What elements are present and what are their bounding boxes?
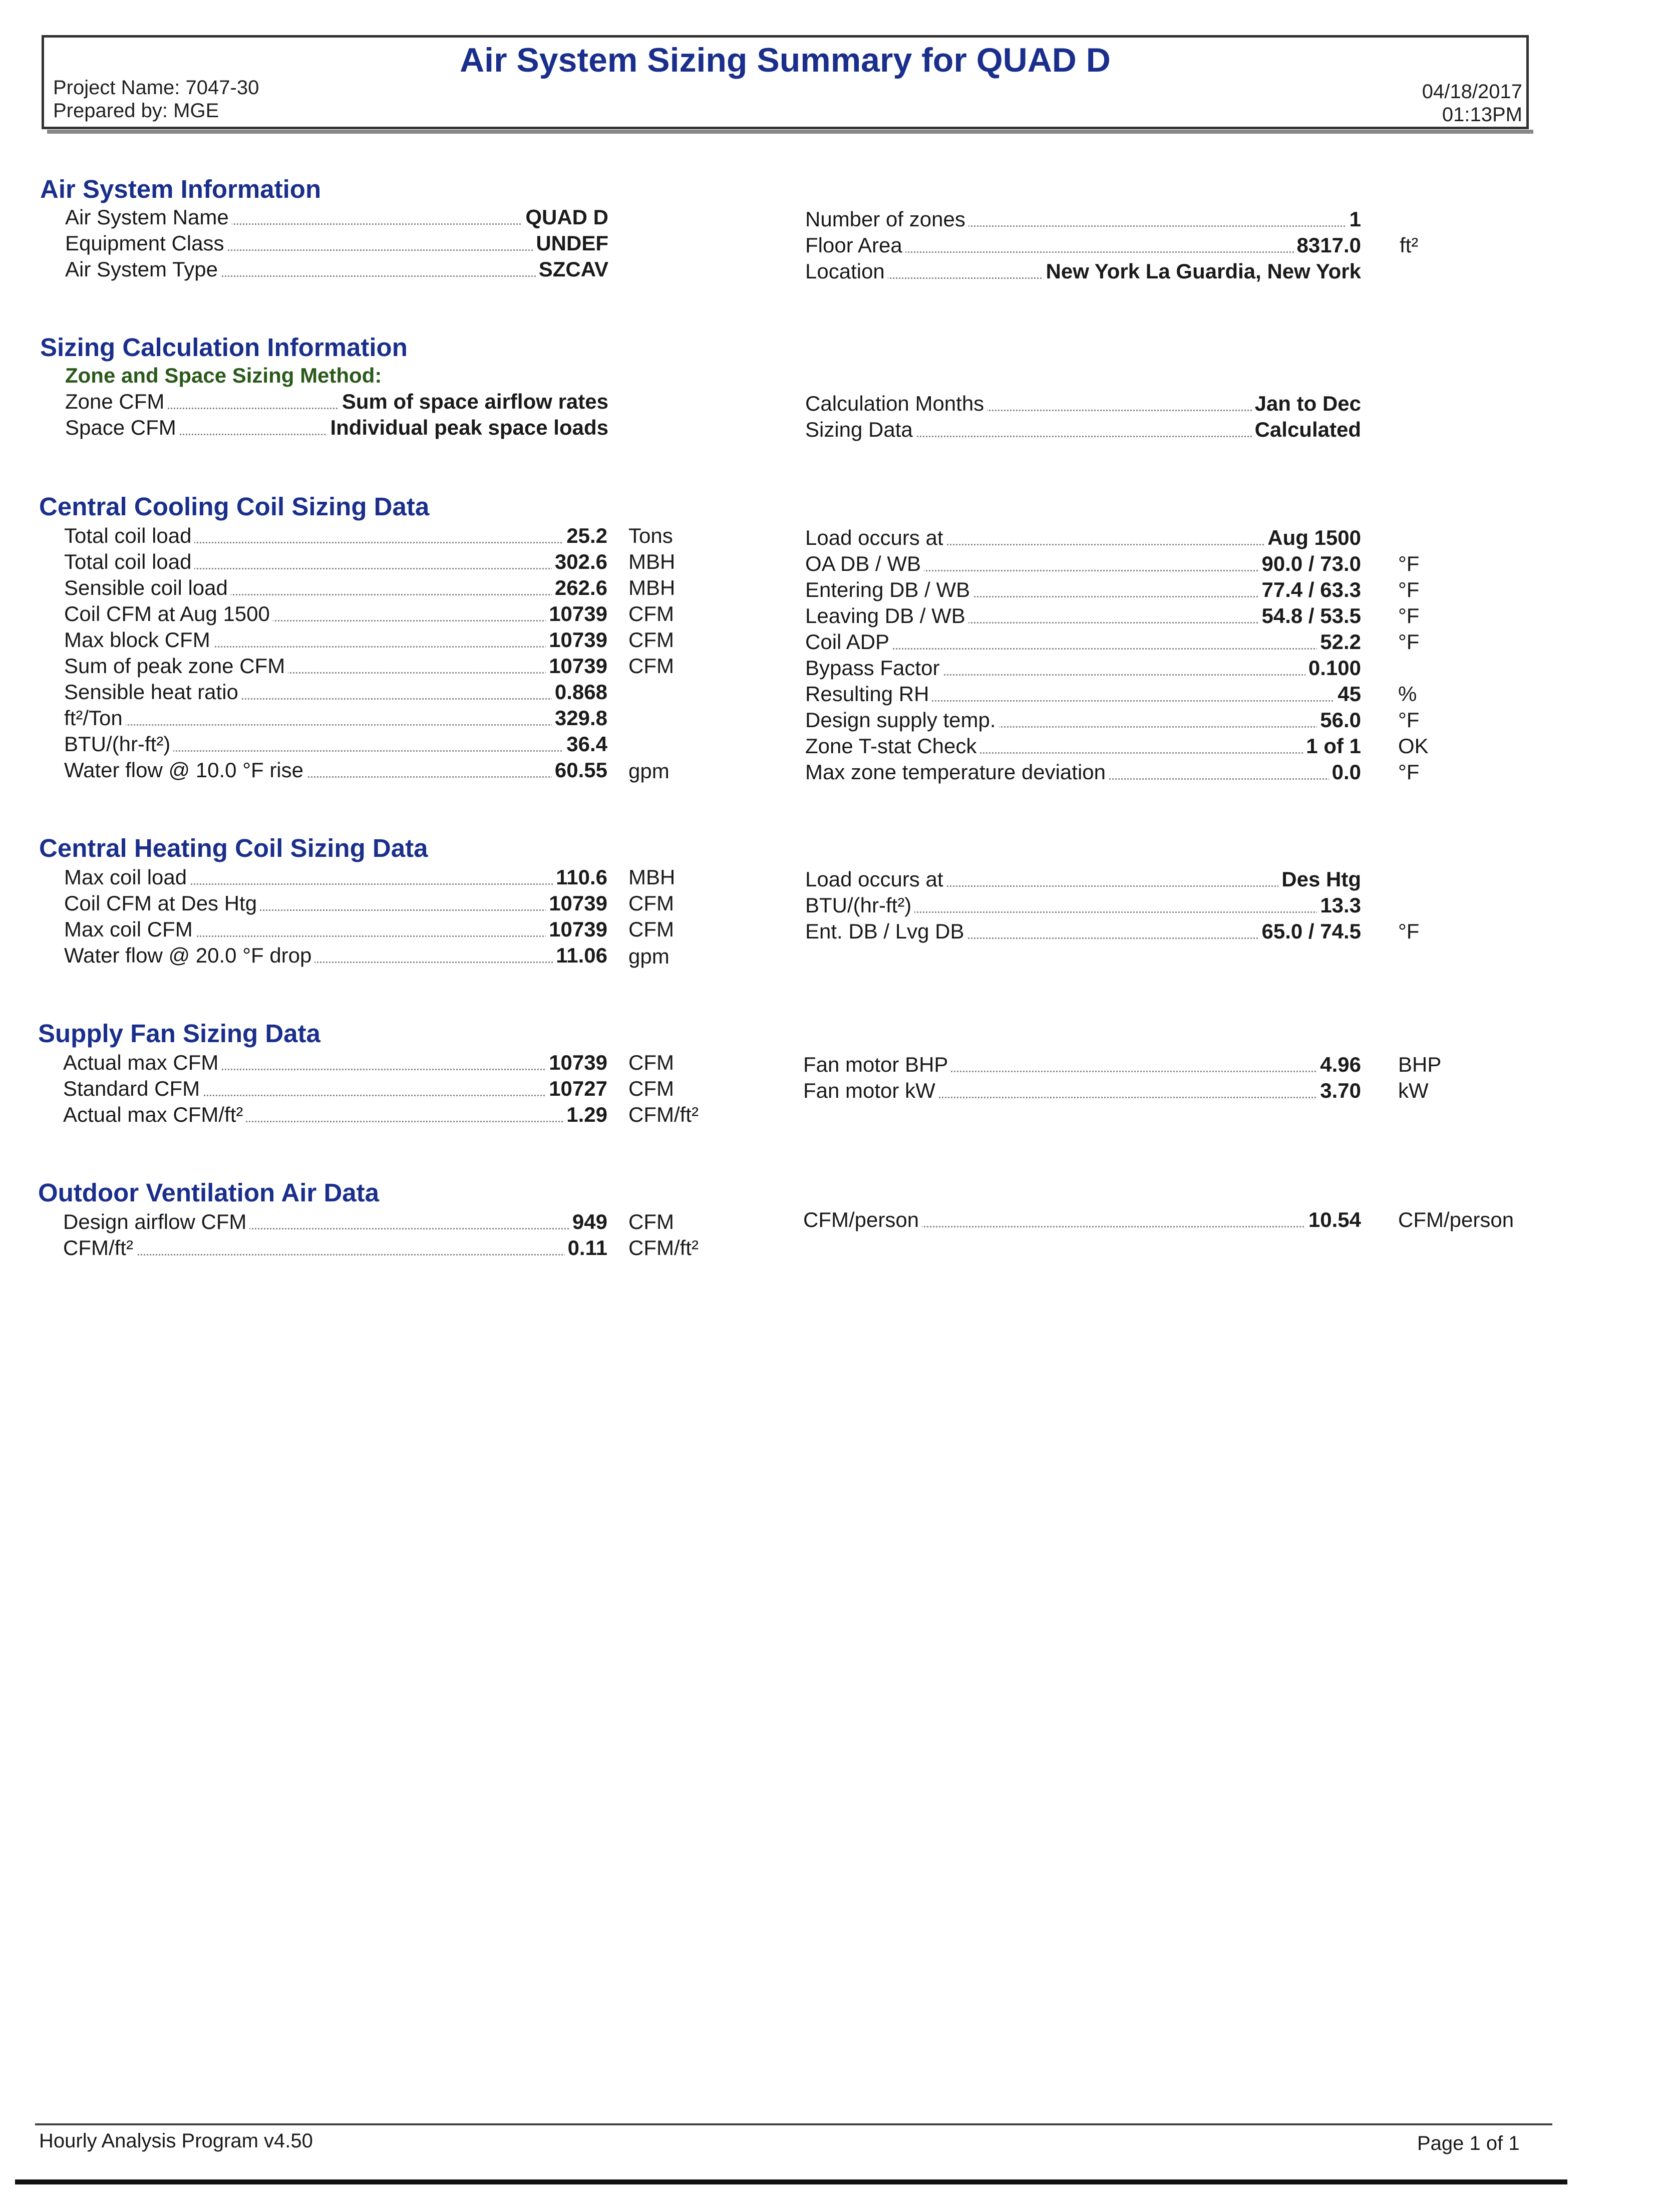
section-title-cooling-coil: Central Cooling Coil Sizing Data xyxy=(39,492,430,521)
report-header xyxy=(42,35,1529,129)
project-name: Project Name: 7047-30 xyxy=(53,77,259,99)
field-fan-motor-kw: Fan motor kW 3.70 xyxy=(803,1078,1361,1104)
section-title-ventilation: Outdoor Ventilation Air Data xyxy=(38,1178,379,1207)
field-cfm-per-ft2: CFM/ft² 0.11 xyxy=(63,1235,607,1261)
section-title-supply-fan: Supply Fan Sizing Data xyxy=(38,1019,320,1048)
unit-tons: Tons xyxy=(628,524,673,547)
field-sizing-data: Sizing Data Calculated xyxy=(805,417,1361,443)
field-oa-db-wb: OA DB / WB 90.0 / 73.0 xyxy=(805,551,1361,577)
field-equipment-class: Equipment Class UNDEF xyxy=(65,230,608,256)
field-total-coil-load-mbh: Total coil load 302.6 xyxy=(64,549,607,575)
footer-program: Hourly Analysis Program v4.50 xyxy=(39,2130,313,2152)
unit-mbh: MBH xyxy=(628,550,676,573)
report-time: 01:13PM xyxy=(1442,104,1522,126)
unit-mbh: MBH xyxy=(628,576,676,599)
field-max-coil-cfm: Max coil CFM 10739 xyxy=(64,916,607,942)
field-ent-lvg-db: Ent. DB / Lvg DB 65.0 / 74.5 xyxy=(805,918,1361,944)
field-design-airflow-cfm: Design airflow CFM 949 xyxy=(63,1209,607,1235)
unit-percent: % xyxy=(1398,682,1417,706)
field-fan-motor-bhp: Fan motor BHP 4.96 xyxy=(803,1052,1361,1078)
unit-cfm-per-person: CFM/person xyxy=(1398,1208,1514,1231)
unit-floor-area: ft² xyxy=(1400,233,1419,257)
field-max-block-cfm: Max block CFM 10739 xyxy=(64,627,607,653)
field-max-zone-temp-deviation: Max zone temperature deviation 0.0 xyxy=(805,759,1361,785)
field-leaving-db-wb: Leaving DB / WB 54.8 / 53.5 xyxy=(805,603,1361,629)
field-air-system-name: Air System Name QUAD D xyxy=(65,204,608,230)
unit-cfm: CFM xyxy=(628,654,674,678)
field-btu-per-hr-ft2-heating: BTU/(hr-ft²) 13.3 xyxy=(805,892,1361,918)
field-floor-area: Floor Area 8317.0 xyxy=(805,232,1361,258)
sizing-method-subtitle: Zone and Space Sizing Method: xyxy=(65,364,382,387)
unit-cfm: CFM xyxy=(628,602,674,625)
tstat-status: OK xyxy=(1398,734,1429,758)
field-actual-max-cfm: Actual max CFM 10739 xyxy=(63,1050,607,1076)
unit-cfm-per-ft2: CFM/ft² xyxy=(628,1236,699,1259)
field-sensible-coil-load: Sensible coil load 262.6 xyxy=(64,575,607,601)
field-actual-max-cfm-per-ft2: Actual max CFM/ft² 1.29 xyxy=(63,1102,607,1128)
unit-deg-f: °F xyxy=(1398,552,1420,575)
section-title-sizing-calc: Sizing Calculation Information xyxy=(40,333,408,362)
report-title: Air System Sizing Summary for QUAD D xyxy=(460,41,1111,79)
field-number-of-zones: Number of zones 1 xyxy=(805,206,1361,232)
unit-kw: kW xyxy=(1398,1079,1429,1102)
unit-deg-f: °F xyxy=(1398,630,1420,654)
section-title-air-system: Air System Information xyxy=(40,175,321,203)
unit-gpm: gpm xyxy=(628,944,670,968)
field-location: Location New York La Guardia, New York xyxy=(805,258,1361,284)
field-resulting-rh: Resulting RH 45 xyxy=(805,681,1361,707)
field-zone-tstat-check: Zone T-stat Check 1 of 1 xyxy=(805,733,1361,759)
unit-deg-f: °F xyxy=(1398,708,1420,732)
unit-deg-f: °F xyxy=(1398,578,1420,601)
unit-cfm: CFM xyxy=(628,1051,674,1074)
unit-cfm: CFM xyxy=(628,1210,674,1233)
field-max-coil-load: Max coil load 110.6 xyxy=(64,864,607,890)
footer-page-number: Page 1 of 1 xyxy=(1417,2132,1520,2154)
section-title-heating-coil: Central Heating Coil Sizing Data xyxy=(39,834,428,862)
report-date: 04/18/2017 xyxy=(1422,81,1522,103)
field-design-supply-temp: Design supply temp. 56.0 xyxy=(805,707,1361,733)
field-coil-cfm: Coil CFM at Aug 1500 10739 xyxy=(64,601,607,627)
field-space-cfm: Space CFM Individual peak space loads xyxy=(65,415,608,441)
unit-bhp: BHP xyxy=(1398,1053,1442,1076)
scan-bottom-edge xyxy=(15,2179,1567,2184)
unit-deg-f: °F xyxy=(1398,760,1420,784)
field-calculation-months: Calculation Months Jan to Dec xyxy=(805,391,1361,417)
field-load-occurs-at-cooling: Load occurs at Aug 1500 xyxy=(805,525,1361,551)
field-entering-db-wb: Entering DB / WB 77.4 / 63.3 xyxy=(805,577,1361,603)
field-sum-peak-zone-cfm: Sum of peak zone CFM 10739 xyxy=(64,653,607,679)
field-btu-per-hr-ft2: BTU/(hr-ft²) 36.4 xyxy=(64,731,607,757)
field-load-occurs-at-heating: Load occurs at Des Htg xyxy=(805,866,1361,892)
unit-deg-f: °F xyxy=(1398,604,1420,627)
field-water-flow-cooling: Water flow @ 10.0 °F rise 60.55 xyxy=(64,757,607,783)
unit-cfm-per-ft2: CFM/ft² xyxy=(628,1103,699,1126)
prepared-by: Prepared by: MGE xyxy=(53,100,219,122)
field-water-flow-heating: Water flow @ 20.0 °F drop 11.06 xyxy=(64,942,607,969)
field-zone-cfm: Zone CFM Sum of space airflow rates xyxy=(65,389,608,415)
field-cfm-per-person: CFM/person 10.54 xyxy=(803,1207,1361,1233)
field-ft2-per-ton: ft²/Ton 329.8 xyxy=(64,705,607,731)
field-coil-cfm-des-htg: Coil CFM at Des Htg 10739 xyxy=(64,890,607,916)
field-total-coil-load-tons: Total coil load 25.2 xyxy=(64,523,607,549)
unit-cfm: CFM xyxy=(628,891,674,915)
unit-gpm: gpm xyxy=(628,759,670,783)
unit-cfm: CFM xyxy=(628,917,674,941)
unit-mbh: MBH xyxy=(628,865,676,889)
field-standard-cfm: Standard CFM 10727 xyxy=(63,1076,607,1102)
footer-rule xyxy=(35,2123,1552,2125)
field-coil-adp: Coil ADP 52.2 xyxy=(805,629,1361,655)
unit-cfm: CFM xyxy=(628,1077,674,1100)
field-air-system-type: Air System Type SZCAV xyxy=(65,256,608,282)
field-bypass-factor: Bypass Factor 0.100 xyxy=(805,655,1361,681)
unit-cfm: CFM xyxy=(628,628,674,652)
unit-deg-f: °F xyxy=(1398,919,1420,943)
field-sensible-heat-ratio: Sensible heat ratio 0.868 xyxy=(64,679,607,705)
